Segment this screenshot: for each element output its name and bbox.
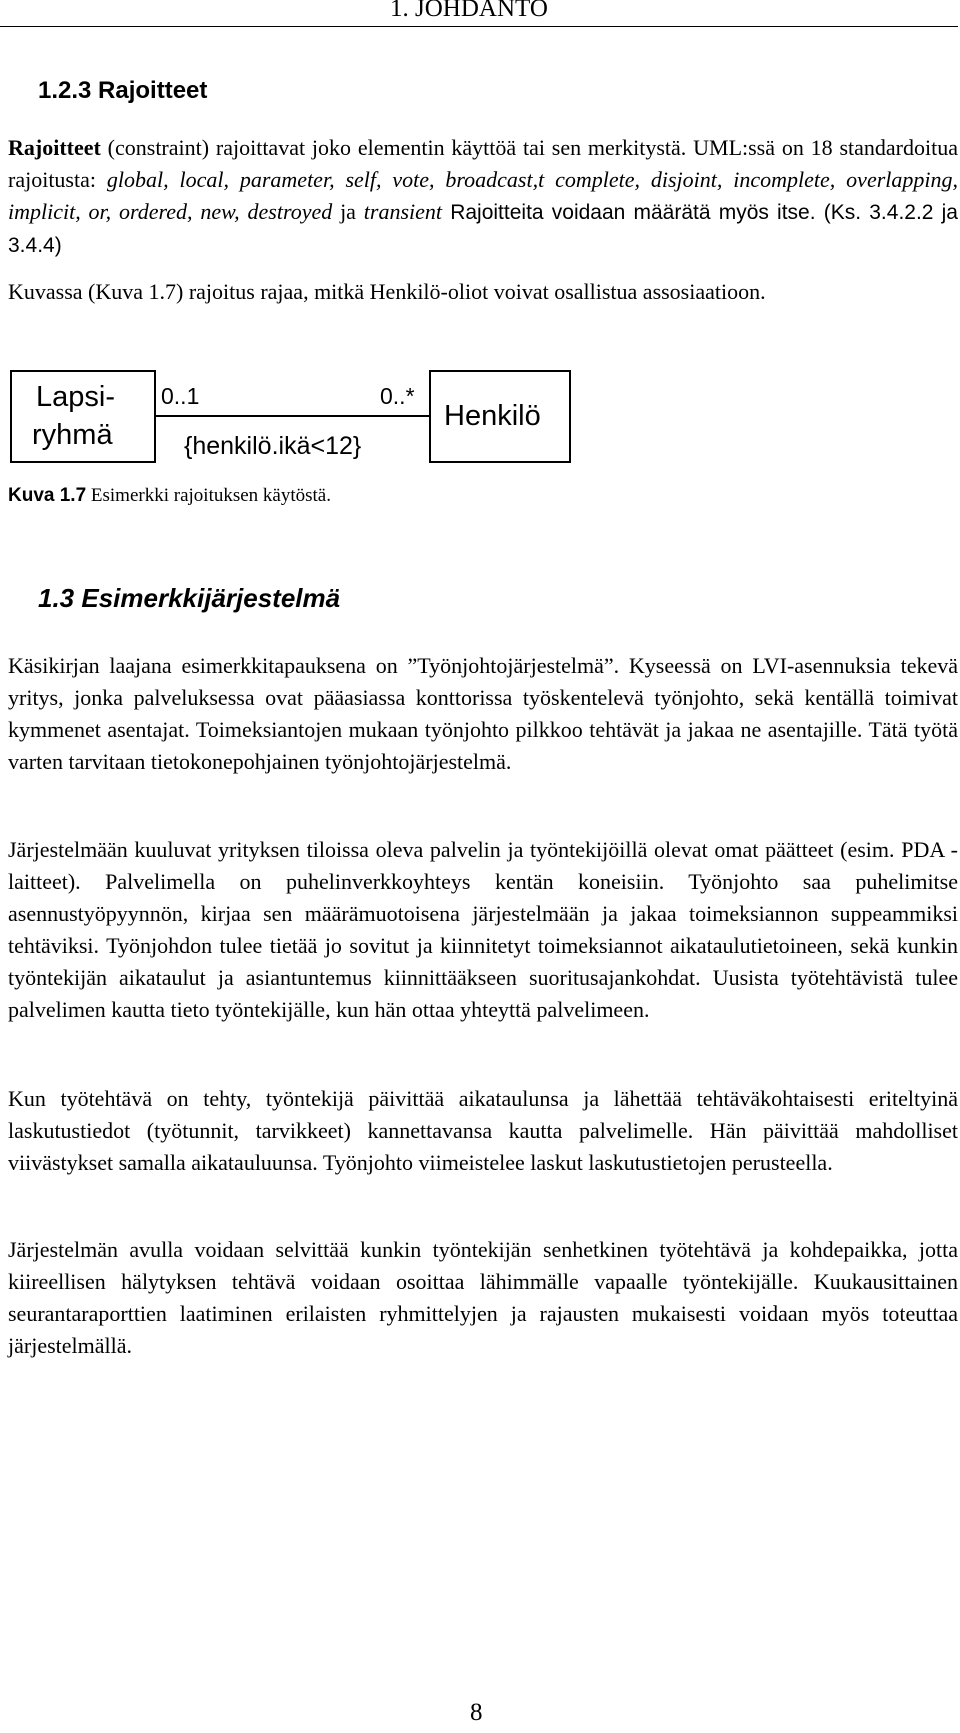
paragraph-example-intro: Käsikirjan laajana esimerkkitapauksena on ”Työnjohtojärjestelmä”. Kyseessä on LVI-asennuksia tekevä yritys, jonka palveluksessa ovat pääasiassa konttorissa työskentelevä työnjohto, sekä kentällä toimivat kymmenet asentajat. Toimeksiantojen mukaan työnjohto pilkkoo tehtävät ja jakaa ne asentajille. Tätä työtä varten tarvitaan tietokonepohjainen työnjohtojärjestelmä. [8, 653, 958, 774]
uml-constraint-figure [8, 368, 574, 468]
para1-text2: ja [332, 199, 364, 224]
paragraph-system-components: Järjestelmään kuuluvat yrityksen tiloissa oleva palvelin ja työntekijöillä olevat omat päätteet (esim. PDA -laitteet). Palvelimella on puhelinverkkoyhteys kentän koneisiin. Työnjohto saa puhelimitse asennustyöpyynnön, kirjaa sen määrämuotoisena järjestelmään ja jakaa toimeksiannon suppeammiksi tehtäviksi. Työnjohdon tulee tietää jo sovitut ja kiinnitetyt toimeksiannot aikataulutietoineen, sekä kunkin työntekijän aikataulut ja asiantuntemus kiinnittääkseen suoritusajankohdat. Uusista työtehtävistä tulee palvelimen kautta tieto työntekijälle, kun hän ottaa yhteyttä palvelimeen. [8, 837, 958, 1022]
section-heading-1-2-3: 1.2.3 Rajoitteet [38, 77, 208, 104]
para1-text1: (constraint) rajoittavat joko elementin käyttöä tai sen merkitystä. UML:ssä on 18 standardoitua rajoitusta: [8, 135, 958, 192]
class-name-lapsiryhma-line1: Lapsi- [36, 381, 115, 413]
paragraph-task-done: Kun työtehtävä on tehty, työntekijä päivittää aikataulunsa ja lähettää tehtäväkohtaisesti eriteltyinä laskutustiedot (työtunnit, tarvikkeet) kannettavansa kautta palvelimelle. Hän päivittää mahdolliset viivästykset samalla aikatauluunsa. Työnjohto viimeistelee laskut laskutustietojen perusteella. [8, 1086, 958, 1175]
paragraph-constraints [8, 132, 958, 262]
caption-text: Esimerkki rajoituksen käytöstä. [86, 485, 331, 506]
section-heading-1-3: 1.3 Esimerkkijärjestelmä [38, 583, 341, 613]
header-rule [0, 26, 958, 27]
running-header: 1. JOHDANTO [390, 0, 548, 22]
figure-caption [8, 484, 331, 508]
multiplicity-right: 0..* [380, 383, 415, 409]
multiplicity-left: 0..1 [161, 383, 200, 409]
constraint-list: global, local, parameter, self, vote, broadcast,t complete, disjoint, incomplete, overlapping, implicit, or, ordered, new, destroyed [8, 167, 959, 224]
class-name-henkilo: Henkilö [444, 400, 541, 432]
caption-label: Kuva 1.7 [8, 485, 87, 506]
page-number: 8 [470, 1699, 483, 1726]
para1-sans-text: Rajoitteita voidaan määrätä myös itse. (Ks. 3.4.2.2 ja 3.4.4) [8, 201, 958, 257]
paragraph-figure-ref: Kuvassa (Kuva 1.7) rajoitus rajaa, mitkä Henkilö-oliot voivat osallistua assosiaatioon. [8, 279, 766, 304]
term-rajoitteet: Rajoitteet [8, 135, 101, 160]
class-name-lapsiryhma-line2: ryhmä [32, 419, 113, 451]
constraint-label: {henkilö.ikä<12} [184, 432, 362, 460]
paragraph-system-use: Järjestelmän avulla voidaan selvittää kunkin työntekijän senhetkinen työtehtävä ja kohdepaikka, jotta kiireellisen hälytyksen tehtävä voidaan osoittaa lähimmälle vapaalle työntekijälle. Kuukausittainen seurantaraporttien laatiminen erilaisten ryhmittelyjen ja rajausten mukaisesti voidaan myös toteuttaa järjestelmällä. [8, 1237, 958, 1358]
constraint-transient: transient [363, 199, 443, 224]
